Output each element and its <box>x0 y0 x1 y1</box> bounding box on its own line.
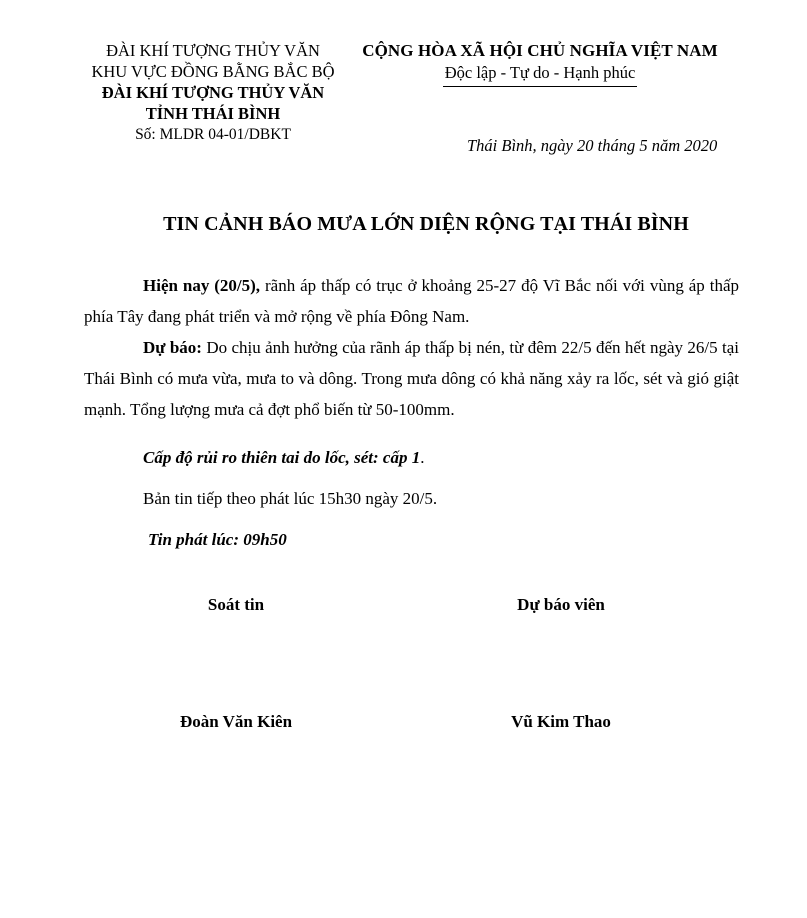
forecast-text: Do chịu ảnh hưởng của rãnh áp thấp bị nén, từ đêm 22/5 đến hết ngày 26/5 tại Thái Bình có mưa vừa, mưa to và dông. Trong mưa dông có khả năng xảy ra lốc, sét và gió giật mạnh. Tổng lượng mưa cả đợt phổ biến từ 50-100mm. <box>84 338 739 419</box>
current-situation-text: rãnh áp thấp có trục ở khoảng 25-27 độ Vĩ Bắc nối với vùng áp thấp phía Tây đang phát triển và mở rộng về phía Đông Nam. <box>84 276 739 326</box>
current-situation-lead: Hiện nay (20/5), <box>143 276 261 295</box>
document-title: TIN CẢNH BÁO MƯA LỚN DIỆN RỘNG TẠI THÁI BÌNH <box>163 213 689 235</box>
country-name: CỘNG HÒA XÃ HỘI CHỦ NGHĨA VIỆT NAM <box>362 41 718 60</box>
forecaster-name: Vũ Kim Thao <box>511 712 611 731</box>
agency-line-4: TỈNH THÁI BÌNH <box>145 104 281 123</box>
agency-line-3: ĐÀI KHÍ TƯỢNG THỦY VĂN <box>101 83 325 102</box>
reviewer-title: Soát tin <box>207 595 265 614</box>
issuing-agency-header <box>60 40 366 145</box>
issued-time: Tin phát lúc: 09h50 <box>148 530 287 549</box>
risk-level-end: . <box>420 448 425 467</box>
document-number: Số: MLDR 04-01/DBKT <box>135 126 291 143</box>
forecast-paragraph <box>84 332 739 425</box>
current-situation-paragraph <box>84 270 739 332</box>
national-motto: Độc lập - Tự do - Hạnh phúc <box>443 62 638 87</box>
risk-level-text: Cấp độ rủi ro thiên tai do lốc, sét: cấp 1 <box>143 448 421 467</box>
bulletin-body <box>84 270 739 425</box>
place-and-date: Thái Bình, ngày 20 tháng 5 năm 2020 <box>467 136 718 155</box>
agency-line-1: ĐÀI KHÍ TƯỢNG THỦY VĂN <box>106 41 320 60</box>
forecast-lead: Dự báo: <box>143 338 202 357</box>
reviewer-name: Đoàn Văn Kiên <box>179 712 293 731</box>
next-bulletin-note: Bản tin tiếp theo phát lúc 15h30 ngày 20/5. <box>143 489 438 508</box>
national-header <box>348 40 732 87</box>
risk-level-line <box>143 442 424 473</box>
forecaster-title: Dự báo viên <box>517 595 605 614</box>
agency-line-2: KHU VỰC ĐỒNG BẰNG BẮC BỘ <box>91 62 335 81</box>
